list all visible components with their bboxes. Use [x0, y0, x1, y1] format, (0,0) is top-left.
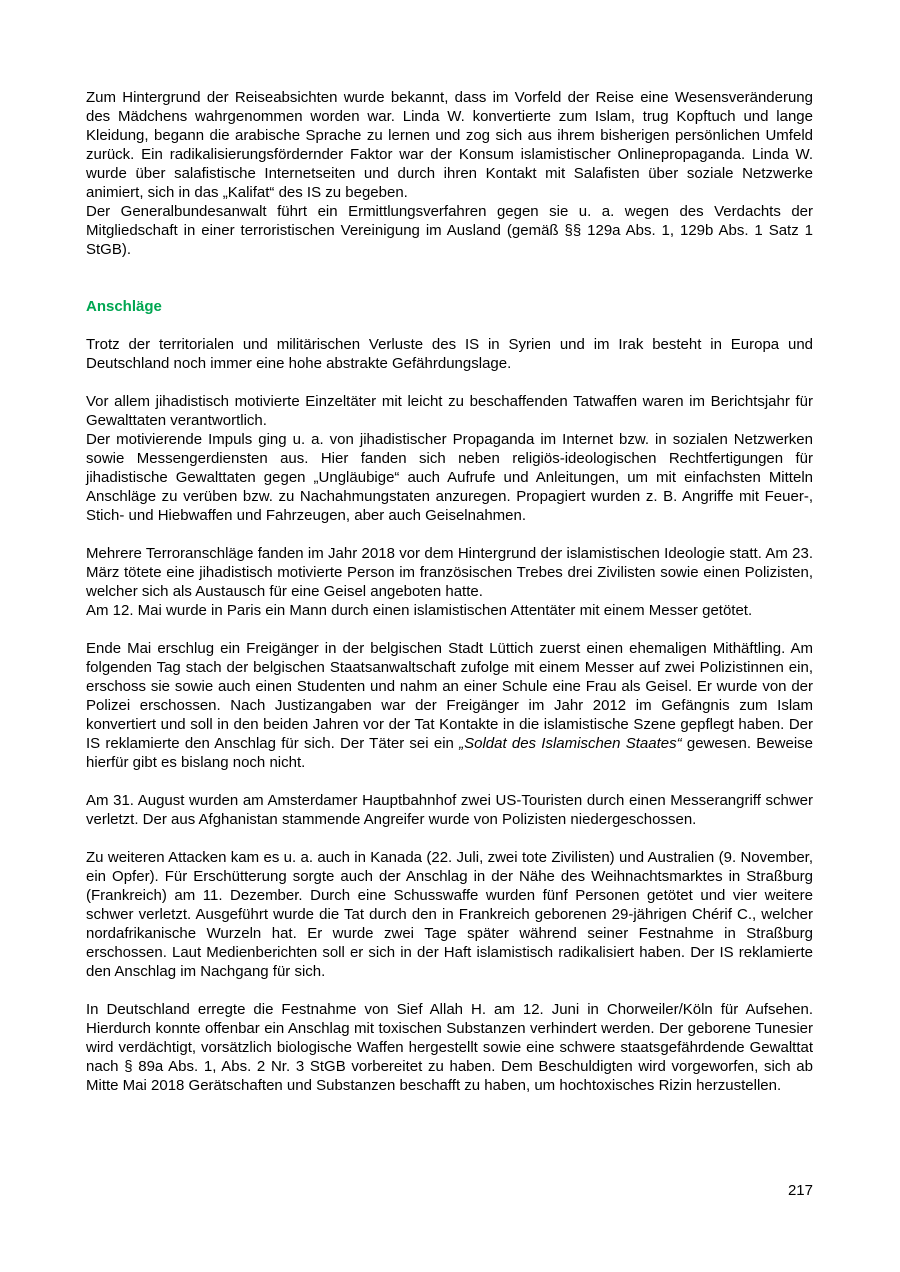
- paragraph-liege: [86, 639, 813, 772]
- paragraph-liege-end: gewesen. Beweise hierfür gibt es bislang noch nicht.: [86, 735, 813, 771]
- paragraph-further-attacks: Zu weiteren Attacken kam es u. a. auch in Kanada (22. Juli, zwei tote Zivilisten) und Australien (9. November, ein Opfer). Für Erschütterung sorgte auch der Anschlag in der Nähe des Weihnachtsmarktes in Straßburg (Frankreich) am 11. Dezember. Durch eine Schusswaffe wurden fünf Personen getötet und vier weitere schwer verletzt. Ausgeführt wurde die Tat durch den in Frankreich geborenen 29-jährigen Chérif C., welcher nordafrikanische Wurzeln hat. Er wurde zwei Tage später während seiner Festnahme in Straßburg erschossen. Laut Medienberichten soll er sich in der Haft islamistisch radikalisiert haben. Der IS reklamierte den Anschlag im Nachgang für sich.: [86, 849, 813, 980]
- paragraph-amsterdam: Am 31. August wurden am Amsterdamer Hauptbahnhof zwei US-Touristen durch einen Messerangriff schwer verletzt. Der aus Afghanistan stammende Angreifer wurde von Polizisten niedergeschossen.: [86, 792, 813, 828]
- paragraph-propaganda: Der motivierende Impuls ging u. a. von jihadistischer Propaganda im Internet bzw. in sozialen Netzwerken sowie Messengerdiensten aus. Hier fanden sich neben religiös-ideologischen Rechtfertigungen für jihadistische Gewalttaten gegen „Ungläubige“ auch Aufrufe und Anleitungen, um mit einfachsten Mitteln Anschläge zu verüben bzw. zu Nachahmungstaten anzuregen. Propagiert wurden z. B. Angriffe mit Feuer-, Stich- und Hiebwaffen und Fahrzeugen, aber auch Geiselnahmen.: [86, 431, 813, 524]
- paragraph-liege-text: Ende Mai erschlug ein Freigänger in der belgischen Stadt Lüttich zuerst einen ehemaligen Mithäftling. Am folgenden Tag stach der belgischen Staatsanwaltschaft zufolge mit einem Messer auf zwei Polizistinnen ein, erschoss sie sowie auch einen Studenten und nahm an einer Schule eine Frau als Geisel. Er wurde von der Polizei erschossen. Nach Justizangaben war der Freigänger im Jahr 2012 im Gefängnis zum Islam konvertiert und soll in den beiden Jahren vor der Tat Kontakte in die islamistische Szene gepflegt haben. Der IS reklamierte den Anschlag für sich. Der Täter sei ein: [86, 640, 813, 752]
- paragraph-paris: Am 12. Mai wurde in Paris ein Mann durch einen islamistischen Attentäter mit einem Messer getötet.: [86, 602, 753, 619]
- paragraph-lone-offenders: Vor allem jihadistisch motivierte Einzeltäter mit leicht zu beschaffenden Tatwaffen waren im Berichtsjahr für Gewalttaten verantwortlich.: [86, 393, 813, 429]
- paragraph-attacks-2018: Mehrere Terroranschläge fanden im Jahr 2018 vor dem Hintergrund der islamistischen Ideologie statt. Am 23. März tötete eine jihadistisch motivierte Person im französischen Trebes drei Zivilisten sowie einen Polizisten, welcher sich als Austausch für eine Geisel angeboten hatte.: [86, 545, 813, 600]
- paragraph-intro-1: Zum Hintergrund der Reiseabsichten wurde bekannt, dass im Vorfeld der Reise eine Wesensveränderung des Mädchens wahrgenommen worden war. Linda W. konvertierte zum Islam, trug Kopftuch und lange Kleidung, begann die arabische Sprache zu lernen und zog sich aus ihrem bisherigen persönlichen Umfeld zurück. Ein radikalisierungsfördernder Faktor war der Konsum islamistischer Onlinepropaganda. Linda W. wurde über salafistische Internetseiten und durch ihren Kontakt mit Salafisten über soziale Netzwerke animiert, sich in das „Kalifat“ des IS zu begeben.: [86, 89, 813, 201]
- document-body: [86, 88, 813, 1095]
- paragraph-intro-2: Der Generalbundesanwalt führt ein Ermittlungsverfahren gegen sie u. a. wegen des Verdachts der Mitgliedschaft in einer terroristischen Vereinigung im Ausland (gemäß §§ 129a Abs. 1, 129b Abs. 1 Satz 1 StGB).: [86, 203, 813, 258]
- page-number: 217: [787, 1182, 813, 1199]
- paragraph-cologne: In Deutschland erregte die Festnahme von Sief Allah H. am 12. Juni in Chorweiler/Köln für Aufsehen. Hierdurch konnte offenbar ein Anschlag mit toxischen Substanzen verhindert werden. Der geborene Tunesier wird verdächtigt, vorsätzlich biologische Waffen hergestellt sowie eine schwere staatsgefährdende Gewalttat nach § 89a Abs. 1, Abs. 2 Nr. 3 StGB vorbereitet zu haben. Dem Beschuldigten wird vorgeworfen, sich ab Mitte Mai 2018 Gerätschaften und Substanzen beschafft zu haben, um hochtoxisches Rizin herzustellen.: [86, 1001, 813, 1094]
- section-heading: Anschläge: [86, 298, 162, 315]
- paragraph-liege-quote: „Soldat des Islamischen Staates“: [459, 735, 682, 752]
- paragraph-threat-level: Trotz der territorialen und militärischen Verluste des IS in Syrien und im Irak besteht in Europa und Deutschland noch immer eine hohe abstrakte Gefährdungslage.: [86, 336, 813, 372]
